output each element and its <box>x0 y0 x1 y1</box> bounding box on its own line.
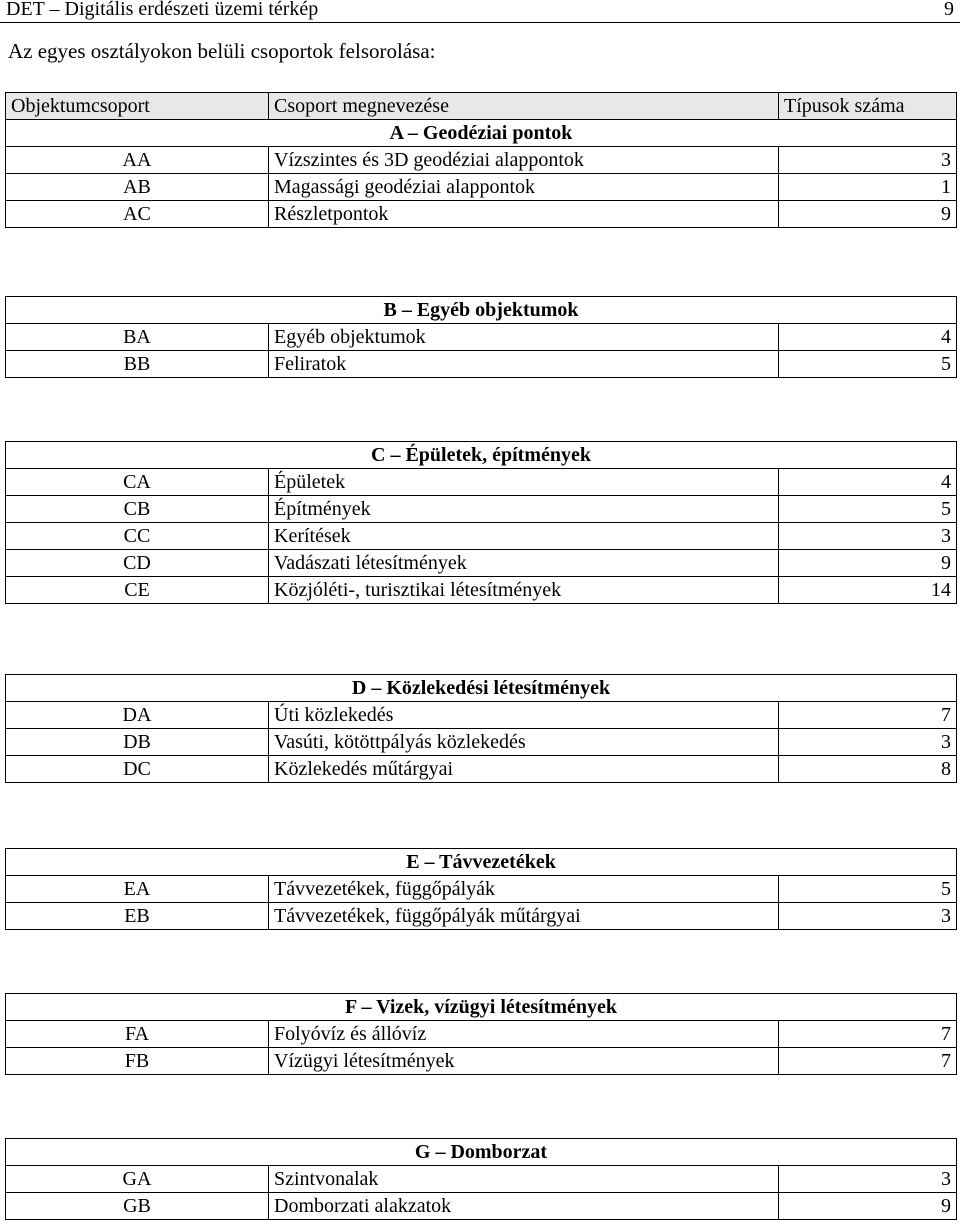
column-header-name: Csoport megnevezése <box>269 93 779 120</box>
group-name: Épületek <box>269 469 779 496</box>
type-count: 3 <box>779 523 957 550</box>
group-code: CC <box>6 523 269 550</box>
group-title-row <box>6 1139 957 1166</box>
group-name: Vízügyi létesítmények <box>269 1048 779 1075</box>
table-row <box>6 550 957 577</box>
type-count: 7 <box>779 1021 957 1048</box>
group-name: Kerítések <box>269 523 779 550</box>
table-row <box>6 351 957 378</box>
table-row <box>6 469 957 496</box>
group-title-row <box>6 849 957 876</box>
group-code: GB <box>6 1193 269 1220</box>
group-name: Közjóléti-, turisztikai létesítmények <box>269 577 779 604</box>
table-row <box>6 1193 957 1220</box>
table-row <box>6 729 957 756</box>
group-name: Úti közlekedés <box>269 702 779 729</box>
group-table-d <box>5 674 957 783</box>
type-count: 5 <box>779 496 957 523</box>
group-name: Domborzati alakzatok <box>269 1193 779 1220</box>
group-title-row <box>6 994 957 1021</box>
group-name: Magassági geodéziai alappontok <box>269 174 779 201</box>
table-row <box>6 201 957 228</box>
column-header-count: Típusok száma <box>779 93 957 120</box>
type-count: 9 <box>779 550 957 577</box>
group-code: BB <box>6 351 269 378</box>
group-table-f <box>5 993 957 1075</box>
group-code: CD <box>6 550 269 577</box>
type-count: 7 <box>779 702 957 729</box>
group-code: DB <box>6 729 269 756</box>
table-row <box>6 756 957 783</box>
column-header-code: Objektumcsoport <box>6 93 269 120</box>
group-table-g <box>5 1138 957 1220</box>
group-title-row <box>6 675 957 702</box>
page-header <box>0 0 960 23</box>
group-title-row <box>6 442 957 469</box>
group-code: CE <box>6 577 269 604</box>
group-code: CA <box>6 469 269 496</box>
group-code: DC <box>6 756 269 783</box>
group-code: AC <box>6 201 269 228</box>
table-row <box>6 324 957 351</box>
group-name: Részletpontok <box>269 201 779 228</box>
type-count: 4 <box>779 324 957 351</box>
column-header-row <box>6 93 957 120</box>
group-title: D – Közlekedési létesítmények <box>6 675 957 702</box>
table-row <box>6 577 957 604</box>
table-row <box>6 1048 957 1075</box>
group-code: AB <box>6 174 269 201</box>
group-code: AA <box>6 147 269 174</box>
table-row <box>6 1021 957 1048</box>
group-table-c <box>5 441 957 604</box>
group-code: GA <box>6 1166 269 1193</box>
type-count: 14 <box>779 577 957 604</box>
group-name: Távvezetékek, függőpályák műtárgyai <box>269 903 779 930</box>
group-name: Folyóvíz és állóvíz <box>269 1021 779 1048</box>
group-code: CB <box>6 496 269 523</box>
group-name: Vadászati létesítmények <box>269 550 779 577</box>
type-count: 3 <box>779 147 957 174</box>
group-name: Feliratok <box>269 351 779 378</box>
type-count: 3 <box>779 903 957 930</box>
group-name: Építmények <box>269 496 779 523</box>
type-count: 3 <box>779 729 957 756</box>
group-title-row <box>6 297 957 324</box>
group-title: E – Távvezetékek <box>6 849 957 876</box>
group-table-b <box>5 296 957 378</box>
table-row <box>6 1166 957 1193</box>
group-table-a <box>5 92 957 228</box>
group-name: Szintvonalak <box>269 1166 779 1193</box>
type-count: 5 <box>779 876 957 903</box>
table-row <box>6 903 957 930</box>
type-count: 9 <box>779 201 957 228</box>
group-title: B – Egyéb objektumok <box>6 297 957 324</box>
type-count: 1 <box>779 174 957 201</box>
group-name: Vízszintes és 3D geodéziai alappontok <box>269 147 779 174</box>
type-count: 9 <box>779 1193 957 1220</box>
group-title: F – Vizek, vízügyi létesítmények <box>6 994 957 1021</box>
group-code: FB <box>6 1048 269 1075</box>
group-title: A – Geodéziai pontok <box>6 120 957 147</box>
group-title-row <box>6 120 957 147</box>
type-count: 7 <box>779 1048 957 1075</box>
group-code: EA <box>6 876 269 903</box>
group-name: Vasúti, kötöttpályás közlekedés <box>269 729 779 756</box>
group-code: FA <box>6 1021 269 1048</box>
group-name: Egyéb objektumok <box>269 324 779 351</box>
type-count: 4 <box>779 469 957 496</box>
group-code: BA <box>6 324 269 351</box>
type-count: 3 <box>779 1166 957 1193</box>
table-row <box>6 876 957 903</box>
table-row <box>6 702 957 729</box>
page-number: 9 <box>944 0 954 20</box>
table-row <box>6 523 957 550</box>
type-count: 5 <box>779 351 957 378</box>
group-name: Távvezetékek, függőpályák <box>269 876 779 903</box>
document-title: DET – Digitális erdészeti üzemi térkép <box>6 0 319 20</box>
group-title: G – Domborzat <box>6 1139 957 1166</box>
group-table-e <box>5 848 957 930</box>
group-title: C – Épületek, építmények <box>6 442 957 469</box>
table-row <box>6 147 957 174</box>
table-row <box>6 174 957 201</box>
group-code: EB <box>6 903 269 930</box>
intro-text: Az egyes osztályokon belüli csoportok felsorolása: <box>8 39 436 63</box>
group-name: Közlekedés műtárgyai <box>269 756 779 783</box>
type-count: 8 <box>779 756 957 783</box>
table-row <box>6 496 957 523</box>
group-code: DA <box>6 702 269 729</box>
